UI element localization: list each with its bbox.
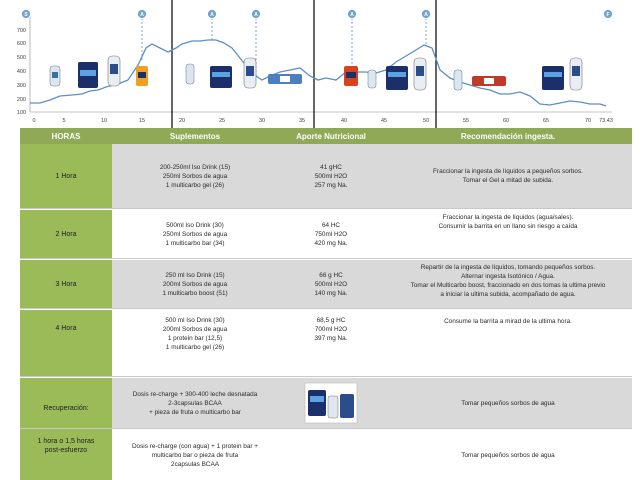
table-header [20,128,632,144]
recovery-option-1 [112,378,632,428]
product-bar-1 [268,74,302,84]
product-bottle-1 [50,66,60,86]
recommendation-cell [384,210,632,258]
waypoint-marker-icon [22,10,31,19]
waypoint-marker-label: A [140,12,144,18]
y-tick-label: 700 [16,28,26,34]
supplement-line: 500ml Iso Drink (30) [166,221,224,229]
supplement-line: 500 ml Iso Drink (30) [165,317,225,324]
recommendation-line: Fraccionar la ingesta de líquidos (agua/sales). [442,214,574,221]
supplement-line: 200-250ml Iso Drink (15) [159,163,231,171]
hour-cell: 4 Hora [20,310,112,376]
waypoint-marker-icon [604,10,613,19]
recommendation-line: Alternar ingesta Isotónico / Agua. [461,273,555,280]
y-tick-label: 600 [16,41,26,47]
waypoint-marker-icon [348,10,357,19]
x-tick-label: 40 [340,118,348,124]
product-bottle-5 [368,70,376,88]
x-tick-label: 70 [584,118,592,124]
product-bar-2 [472,76,506,86]
waypoint-marker-icon [252,10,261,19]
supplements-cell [112,210,278,258]
supplement-line: + pieza de fruta o multicarbo bar [149,408,241,416]
recovery-option-2-rec [384,430,632,480]
hour-cell: 3 Hora [20,260,112,308]
nutrition-line: 500ml H2O [314,280,348,288]
x-tick-label: 30 [258,118,266,124]
hour-cell: 2 Hora [20,210,112,258]
supplement-line: 1 multicarbo boost (51) [162,289,228,297]
supplements-cell [112,310,278,376]
table-row-hour-3 [20,260,632,308]
x-tick-label: 5 [62,118,66,124]
recommendation-cell [384,260,632,308]
y-tick-label: 400 [16,69,26,75]
supplement-line: multicarbo bar o pieza de fruta [151,451,239,459]
product-tub-3 [386,66,408,90]
supplement-line: 250 ml Iso Drink (15) [165,271,225,279]
recovery-products-cell [278,378,384,428]
nutrition-cell [278,310,384,376]
waypoint-marker-icon [208,10,217,19]
recommendation-cell [384,144,632,208]
supplement-line: 2capsulas BCAA [171,460,219,468]
waypoint-marker-label: A [350,12,354,18]
recommendation-line: Tomar el Gel a mitad de subida. [462,177,554,184]
x-tick-label: 60 [502,118,510,124]
recommendation-line: a iniciar la ultima subida, acompañado de agua. [440,291,576,298]
recovery-timing-line: post-esfuerzo [44,446,88,454]
x-tick-label: 25 [218,118,226,124]
supplement-line: 1 protein bar (12,5) [167,335,223,342]
x-tick-label: 45 [380,118,388,124]
product-bottle-6 [414,58,426,90]
recommendation-line: Tomar el Multicarbo boost, fraccionado en dos tomas la ultima previo [410,282,606,289]
recovery-option-2-supplements [112,430,278,480]
hour-cell: 1 Hora [20,144,112,208]
table-row-hour-2 [20,210,632,258]
recommendation-cell [384,310,632,376]
recommendation-line: Consumir la barrita en un llano sin riesgo a caída [438,223,578,230]
supplement-line: Dosis re-charge + 300-400 leche desnatada [132,390,258,398]
product-bottle-3 [186,64,194,84]
recovery-option-2-nutrition [278,430,384,480]
product-tub-2 [210,66,232,88]
nutrition-cell [278,260,384,308]
waypoint-marker-label: A [424,12,428,18]
nutrition-line: 66 g HC [319,271,343,279]
nutrition-line: 750ml H2O [314,230,348,238]
waypoint-marker-label: A [210,12,214,18]
table-row-hour-1 [20,144,632,208]
nutrition-line: 397 mg Na. [314,335,348,342]
supplement-line: 250ml Sorbos de agua [162,230,228,238]
recovery-option-2 [112,430,632,480]
recovery-label: Recuperación: [43,404,89,412]
recovery-option-1-rec [384,378,632,428]
supplement-line: 1 multicarbo bar (34) [165,239,225,247]
supplement-line: 200ml Sorbos de agua [162,326,228,333]
nutrition-line: 257 mg Na. [314,181,348,189]
y-tick-label: 200 [16,97,26,103]
nutrition-table [20,128,632,468]
waypoint-marker-icon [138,10,147,19]
x-tick-label: 35 [298,118,306,124]
x-tick-label: 73.43 [599,118,613,124]
x-tick-label: 10 [100,118,108,124]
x-tick-label: 50 [422,118,430,124]
nutrition-line: 68,5 g HC [316,317,346,324]
product-bottle-8 [570,58,582,90]
supplements-cell [112,260,278,308]
supplement-line: 1 multicarbo gel (26) [165,344,225,351]
waypoint-marker-label: S [24,12,28,18]
recommendation-line: Consume la barrita a mirad de la ultima hora. [444,318,572,325]
x-tick-label: 65 [542,118,550,124]
y-tick-label: 500 [16,55,26,61]
supplements-cell [112,144,278,208]
recovery-products-image [304,382,358,424]
elevation-profile [0,0,640,128]
recovery-timing-line: 1 hora o 1,5 horas [37,437,95,445]
supplement-line: 1 multicarbo gel (26) [165,181,225,189]
x-tick-label: 15 [138,118,146,124]
nutrition-line: 140 mg Na. [314,289,348,297]
product-tub-1 [78,62,98,88]
recommendation-line: Fraccionar la ingesta de líquidos a pequeños sorbos. [433,168,583,175]
product-bottle-2 [108,56,120,86]
recommendation-line: Repartir de la ingesta de líquidos, tomando pequeños sorbos. [420,264,596,271]
recovery-label-cell [20,378,112,480]
table-row-hour-4 [20,310,632,376]
nutrition-line: 420 mg Na. [314,239,348,247]
product-tub-4 [542,66,564,90]
x-tick-label: 55 [462,118,470,124]
header-suplementos: Suplementos [169,131,221,141]
nutrition-line: 700ml H2O [314,326,348,333]
header-recomendacion: Recomendación ingesta. [460,131,556,141]
recommendation-line: Tomar pequeños sorbos de agua [461,451,555,459]
header-aporte: Aporte Nutricional [296,131,366,141]
supplement-line: Dosis re-charge (con agua) + 1 protein bar + [131,442,259,450]
recovery-option-1-supplements [112,378,278,428]
supplement-line: 200ml Sorbos de agua [162,280,228,288]
nutrition-line: 500ml H2O [314,172,348,180]
supplement-line: 2-3capsulas BCAA [168,399,222,407]
product-bottle-4 [244,58,256,88]
product-gel-1 [136,66,148,86]
y-tick-label: 100 [16,110,26,116]
x-tick-label: 20 [178,118,186,124]
y-tick-label: 300 [16,83,26,89]
product-gel-2 [344,66,358,86]
waypoint-marker-label: A [254,12,258,18]
x-tick-label: 0 [32,118,36,124]
product-bottle-7 [454,70,462,90]
waypoint-marker-icon [422,10,431,19]
nutrition-line: 64 HC [321,221,341,229]
header-horas: HORAS [51,131,81,141]
waypoint-marker-label: F [606,12,610,18]
nutrition-cell [278,210,384,258]
recommendation-line: Tomar pequeños sorbos de agua [461,399,555,407]
supplement-line: 250ml Sorbos de agua [162,172,228,180]
nutrition-line: 41 gHC [320,163,342,171]
nutrition-cell [278,144,384,208]
